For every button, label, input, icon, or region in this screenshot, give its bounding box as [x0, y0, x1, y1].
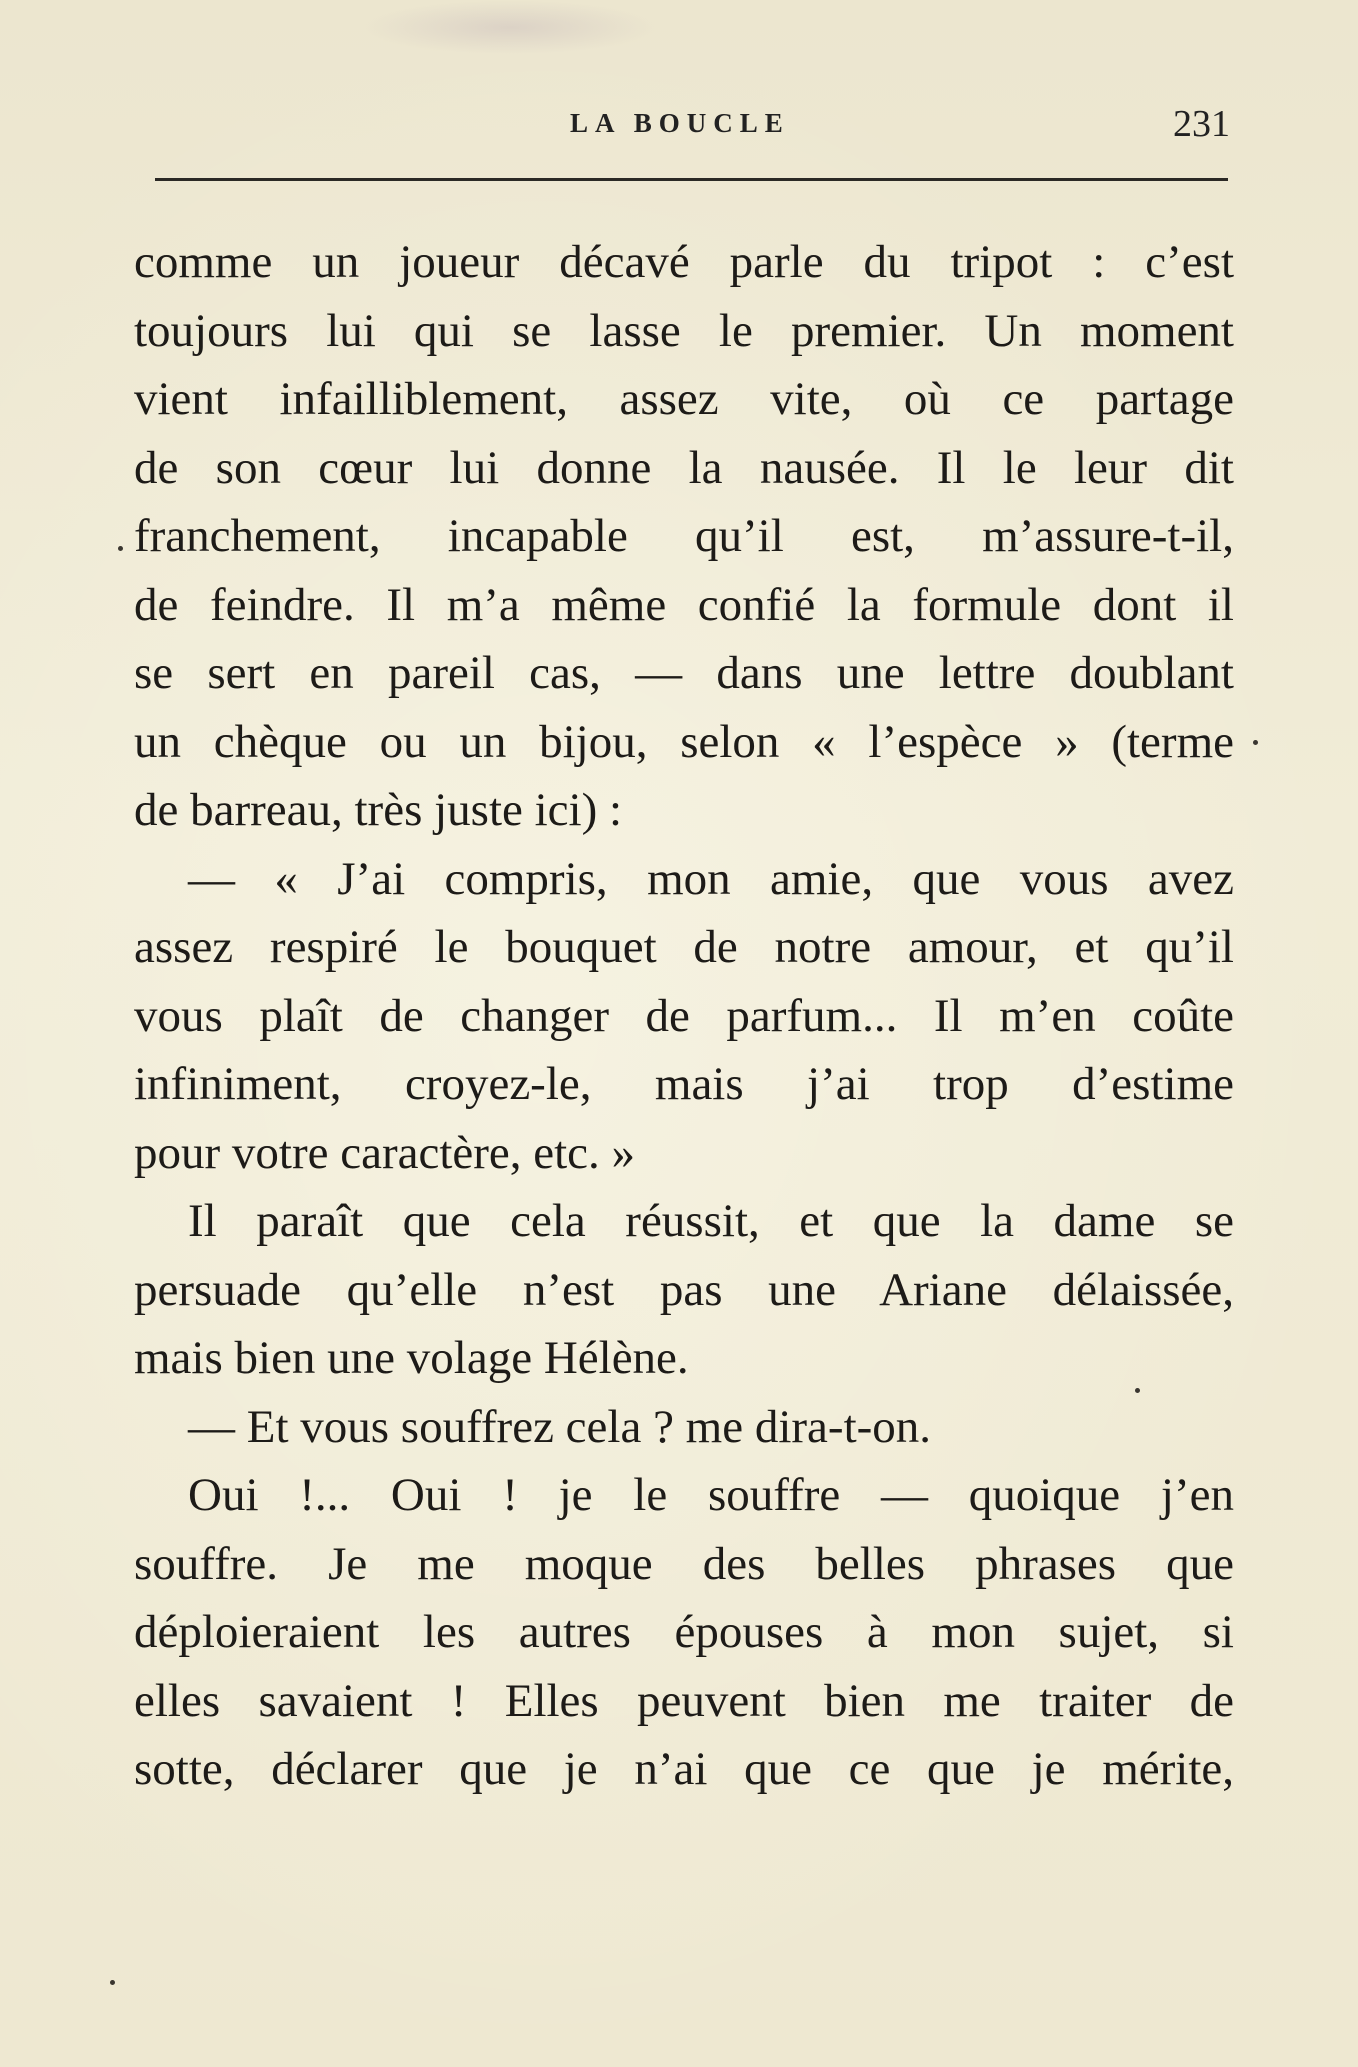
paper-stain — [360, 0, 660, 55]
text-line: déploieraient les autres épouses à mon sujet, si — [134, 1606, 1234, 1658]
text-line: persuade qu’elle n’est pas une Ariane délaissée, — [134, 1263, 1234, 1316]
text-line: de son cœur lui donne la nausée. Il le leur dit — [134, 441, 1234, 494]
ink-speck — [1253, 740, 1258, 745]
text-line: assez respiré le bouquet de notre amour, et qu’il — [134, 921, 1234, 973]
ink-speck — [1135, 1388, 1140, 1393]
text-line: elles savaient ! Elles peuvent bien me traiter de — [134, 1674, 1234, 1727]
text-line: sotte, déclarer que je n’ai que ce que je mérite, — [134, 1743, 1234, 1795]
header-rule — [155, 178, 1228, 181]
text-line: un chèque ou un bijou, selon « l’espèce » (terme — [134, 715, 1234, 768]
text-line: se sert en pareil cas, — dans une lettre doublant — [134, 647, 1234, 699]
text-line: vient infailliblement, assez vite, où ce partage — [134, 373, 1234, 425]
text-line: mais bien une volage Hélène. — [134, 1332, 689, 1384]
text-line: pour votre caractère, etc. » — [134, 1126, 636, 1179]
text-line: Oui !... Oui ! je le souffre — quoique j’en — [188, 1469, 1234, 1521]
text-line: de feindre. Il m’a même confié la formule dont il — [134, 578, 1234, 631]
text-line: Il paraît que cela réussit, et que la dame se — [188, 1195, 1234, 1247]
body-text — [134, 228, 1234, 1804]
text-line: franchement, incapable qu’il est, m’assure-t-il, — [134, 510, 1234, 562]
text-line: — Et vous souffrez cela ? me dira-t-on. — [188, 1400, 932, 1453]
text-line: — « J’ai compris, mon amie, que vous avez — [188, 852, 1234, 905]
page-number: 231 — [1173, 103, 1230, 145]
ink-speck — [118, 546, 123, 551]
text-line: souffre. Je me moque des belles phrases que — [134, 1537, 1234, 1590]
text-line: comme un joueur décavé parle du tripot : c’est — [134, 236, 1234, 288]
text-line: infiniment, croyez-le, mais j’ai trop d’estime — [134, 1058, 1234, 1110]
running-head — [150, 103, 1230, 148]
text-line: de barreau, très juste ici) : — [134, 784, 623, 836]
text-line: vous plaît de changer de parfum... Il m’en coûte — [134, 989, 1234, 1042]
ink-speck — [110, 1980, 115, 1985]
text-line: toujours lui qui se lasse le premier. Un moment — [134, 304, 1234, 357]
running-title: LA BOUCLE — [570, 108, 790, 138]
